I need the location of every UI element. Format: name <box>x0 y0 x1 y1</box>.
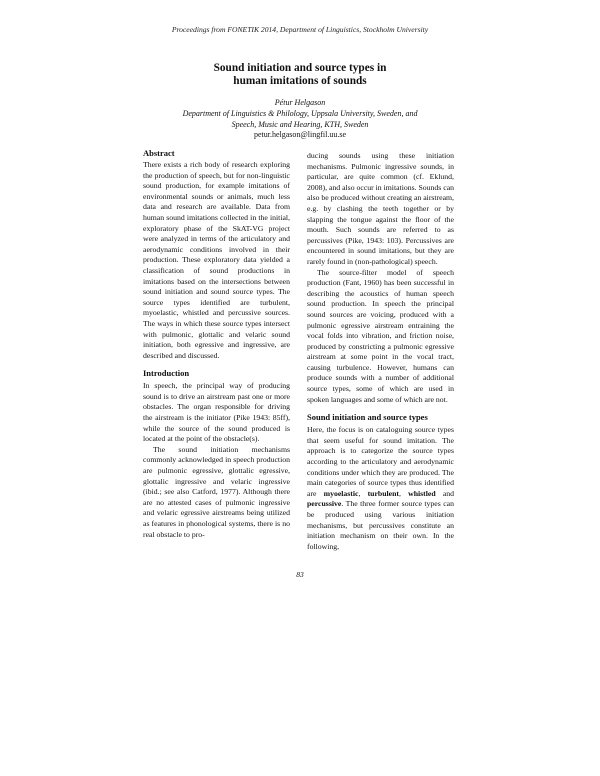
introduction-heading: Introduction <box>143 368 190 379</box>
term-percussive: percussive <box>307 499 342 509</box>
page-number: 83 <box>296 570 304 579</box>
term-whistled: whistled <box>408 488 436 498</box>
term-separator: , <box>358 488 368 498</box>
term-turbulent: turbulent <box>367 488 400 498</box>
running-header: Proceedings from FONETIK 2014, Department of Linguistics, Stockholm University <box>171 25 429 34</box>
section-text-before: Here, the focus is on cataloguing source types that seem useful for sound imitation. The approach is to categorize the source types according to the articulatory and aerodynamic conditions under which they are produced. The main categories of source types thus identified are <box>307 425 454 498</box>
abstract-text: There exists a rich body of research exploring the production of speech, but for non-linguistic sound production, for example imitations of environmental sounds or animals, much less data and research are available. Data from human sound imitations collected in the initial, exploratory phase of the SkAT-VG project were analyzed in terms of the articulatory and aerodynamic conditions involved in their production. These exploratory data yielded a classification of sound productions in imitations based on the intersections between sound initiation and sound source types. The source types identified are turbulent, myoelastic, whistled and percussive sources. The ways in which these source types intersect with pulmonic, glottalic and velaric sound initiation, both egressive and ingressive, are described and discussed. <box>143 160 290 360</box>
author-email: petur.helgason@lingfil.uu.se <box>253 130 347 139</box>
abstract-heading: Abstract <box>143 148 175 158</box>
term-myoelastic: myoelastic <box>323 488 359 498</box>
title-line-2: human imitations of sounds <box>233 75 367 87</box>
introduction-paragraph-2: The sound initiation mechanisms commonly acknowledged in speech production are pulmonic egressive, glottalic egressive, glottalic ingressive and velaric ingressive (ibid.; see also Catford, 1977). Although there are no attested cases of pulmonic ingressive and velaric egressive airstreams being utilized as features in phonological systems, there is no real obstacle to pro- <box>143 444 290 539</box>
right-paragraph-2: The source-filter model of speech production (Fant, 1960) has been successful in describing the acoustics of human speech sound production. In speech the principal sound sources are voicing, produced with a pulmonic egressive airstream entraining the vocal folds into vibration, and friction noise, produced by constricting a pulmonic egressive airstream at some point in the vocal tract, causing turbulence. However, humans can produce sounds with a number of additional source types, some of which are used in spoken languages and some of which are not. <box>307 267 454 404</box>
author-affiliation <box>0 109 600 130</box>
section-heading-sound-initiation: Sound initiation and source types <box>307 412 428 423</box>
right-column <box>307 151 454 552</box>
term-separator: and <box>435 488 455 498</box>
section-text-after: . The three former source types can be produced using various initiation mechanisms, but percussives constitute an initiation mechanism on their own. In the following, <box>307 499 454 551</box>
title-line-1: Sound initiation and source types in <box>213 62 387 74</box>
left-column <box>143 148 290 540</box>
author-name: Pétur Helgason <box>274 98 326 107</box>
affiliation-line-1: Department of Linguistics & Philology, Uppsala University, Sweden, and <box>182 109 418 118</box>
term-separator: , <box>399 488 409 498</box>
introduction-paragraph-1: In speech, the principal way of producing sound is to drive an airstream past one or more obstacles. The organ responsible for driving the airstream is the initiator (Pike 1943: 85ff), while the source of the sound produced is located at the point of the obstacle(s). <box>143 381 290 444</box>
paper-title <box>0 62 600 88</box>
right-paragraph-1: ducing sounds using these initiation mechanisms. Pulmonic ingressive sounds, in particular, are quite common (cf. Eklund, 2008), and also occur in imitations. Sounds can also be produced without creating an airstream, e.g. by clashing the teeth together or by slapping the tongue against the floor of the mouth. Such sounds are referred to as percussives (Pike, 1943: 103). Percussives are encountered in sound imitations, but they are rarely found in (non-pathological) speech. <box>307 151 455 266</box>
affiliation-line-2: Speech, Music and Hearing, KTH, Sweden <box>231 119 369 129</box>
section-paragraph <box>307 425 454 552</box>
